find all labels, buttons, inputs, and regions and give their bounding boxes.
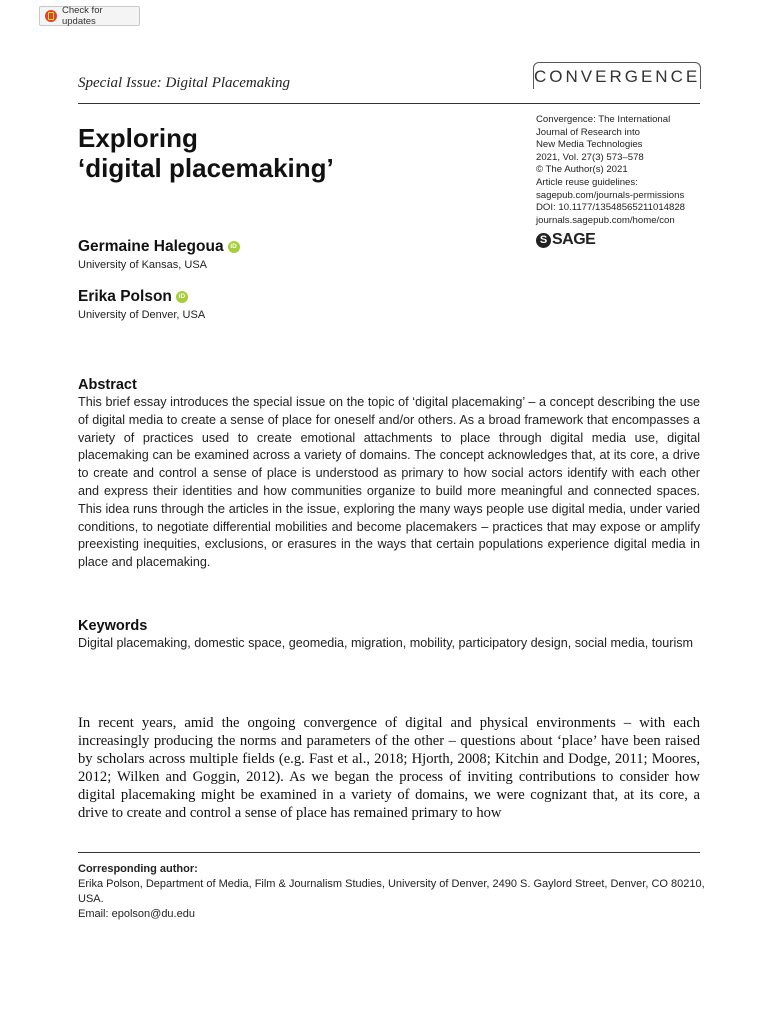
meta-line: 2021, Vol. 27(3) 573–578 bbox=[536, 151, 644, 163]
author-affiliation: University of Kansas, USA bbox=[78, 259, 207, 271]
author-block bbox=[78, 238, 240, 271]
body-paragraph: In recent years, amid the ongoing convergence of digital and physical environments – with each increasingly producing the norms and parameters of the other – questions about ‘place’ have been raised by scholars across multiple fields (e.g. Fast et al., 2018; Hjorth, 2008; Kitchin and Dodge, 2011; Moores, 2012; Wilken and Goggin, 2012). As we began the process of inviting contributions to consider how digital placemaking might be examined in a variety of domains, we were cognizant that, at its core, a drive to create and control a sense of place has remained primary to how bbox=[78, 715, 700, 822]
meta-line: Convergence: The International bbox=[536, 114, 671, 125]
author-name-text: Erika Polson bbox=[78, 288, 172, 305]
meta-line: Article reuse guidelines: bbox=[536, 176, 638, 188]
special-issue-label: Special Issue: Digital Placemaking bbox=[78, 75, 291, 91]
header-divider bbox=[78, 103, 700, 104]
author-name bbox=[78, 288, 205, 306]
permissions-link[interactable]: sagepub.com/journals-permissions bbox=[536, 189, 685, 201]
corresponding-email[interactable]: Email: epolson@du.edu bbox=[78, 908, 195, 920]
abstract-heading: Abstract bbox=[78, 377, 137, 393]
sage-wordmark: SAGE bbox=[552, 231, 596, 248]
crossmark-icon bbox=[45, 10, 57, 22]
meta-line: New Media Technologies bbox=[536, 139, 643, 151]
author-name bbox=[78, 238, 240, 256]
check-for-updates-button[interactable] bbox=[39, 6, 140, 26]
keywords-text: Digital placemaking, domestic space, geomedia, migration, mobility, participatory design, social media, tourism bbox=[78, 636, 694, 650]
title-line-2: ‘digital placemaking’ bbox=[78, 153, 334, 183]
keywords-section bbox=[78, 618, 700, 653]
check-for-updates-label: Check for updates bbox=[61, 5, 103, 27]
journal-metadata bbox=[536, 114, 716, 227]
doi-link[interactable]: DOI: 10.1177/13548565211014828 bbox=[536, 202, 686, 214]
author-block bbox=[78, 288, 205, 321]
author-affiliation: University of Denver, USA bbox=[78, 309, 206, 321]
journal-home-link[interactable]: journals.sagepub.com/home/con bbox=[536, 214, 675, 226]
article-title bbox=[78, 123, 498, 183]
meta-line: © The Author(s) 2021 bbox=[536, 164, 628, 176]
abstract-section bbox=[78, 377, 700, 572]
abstract-text: This brief essay introduces the special issue on the topic of ‘digital placemaking’ – a concept describing the use of digital media to create a sense of place for oneself and/or others. As a broad framework that encompasses a variety of practices used to create emotional attachments to place through digital media use, digital placemaking can be examined across a variety of domains. The concept acknowledges that, at its core, a drive to create and control a sense of place is understood as primary to how social actors identify with each other and express their identities and how communities organize to build more meaningful and connected spaces. This idea runs through the articles in the issue, exploring the many ways people use digital media, under varied conditions, to negotiate differential mobilities and become placemakers – practices that may expose or amplify preexisting inequities, exclusions, or erasures in the ways that certain populations experience digital media in place and placemaking. bbox=[78, 395, 700, 570]
corresponding-author bbox=[78, 862, 708, 922]
title-line-1: Exploring bbox=[78, 123, 198, 153]
corresponding-heading: Corresponding author: bbox=[78, 863, 198, 875]
sage-logo bbox=[536, 231, 595, 249]
meta-line: Journal of Research into bbox=[536, 126, 640, 138]
orcid-icon[interactable]: iD bbox=[176, 291, 188, 303]
keywords-heading: Keywords bbox=[78, 618, 148, 634]
journal-logo: CONVERGENCE bbox=[533, 62, 701, 89]
orcid-icon[interactable]: iD bbox=[228, 241, 240, 253]
sage-mark-icon: S bbox=[536, 233, 551, 248]
author-name-text: Germaine Halegoua bbox=[78, 238, 224, 255]
corresponding-address: Erika Polson, Department of Media, Film & Journalism Studies, University of Denver, 2490 S. Gaylord Street, Denver, CO 80210, USA. bbox=[78, 878, 705, 905]
footnote-divider bbox=[78, 852, 700, 853]
